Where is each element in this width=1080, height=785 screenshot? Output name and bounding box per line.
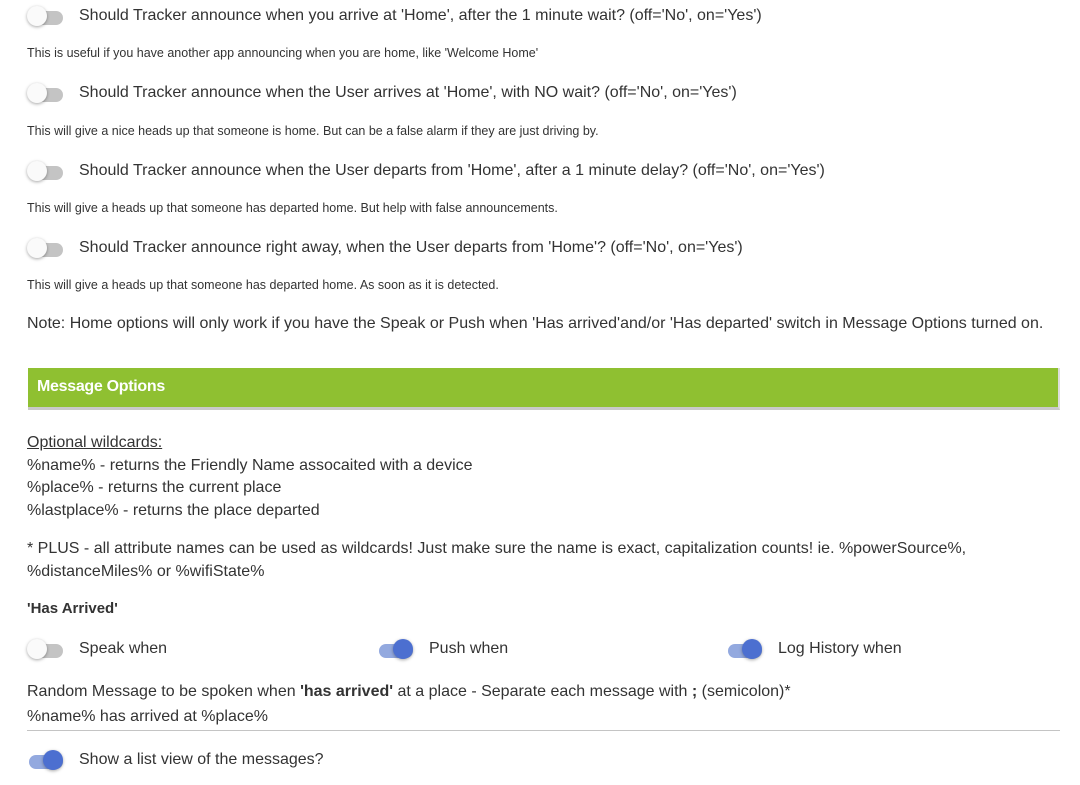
- arrive-after-wait-label: Should Tracker announce when you arrive at 'Home', after the 1 minute wait? (off='No', on='Yes'): [79, 7, 762, 24]
- switch-knob: [742, 639, 762, 659]
- depart-immediate-switch[interactable]: [27, 236, 63, 260]
- wildcards-block: [27, 432, 473, 522]
- switch-knob: [27, 83, 47, 103]
- arrive-after-wait-help: This is useful if you have another app announcing when you are home, like 'Welcome Home': [27, 46, 539, 60]
- switch-knob: [393, 639, 413, 659]
- speak-when-switch[interactable]: [27, 637, 63, 661]
- wildcards-heading: Optional wildcards:: [27, 434, 163, 451]
- switch-knob: [27, 161, 47, 181]
- push-when-row: [377, 637, 508, 661]
- random-msg-mid: at a place - Separate each message with: [393, 683, 692, 700]
- depart-delay-label: Should Tracker announce when the User departs from 'Home', after a 1 minute delay? (off='No', on='Yes'): [79, 162, 825, 179]
- log-history-switch[interactable]: [726, 637, 762, 661]
- arrive-no-wait-switch[interactable]: [27, 81, 63, 105]
- home-options-note: Note: Home options will only work if you have the Speak or Push when 'Has arrived'and/or 'Has departed' switch in Message Options turned on.: [27, 315, 1044, 332]
- arrive-no-wait-label: Should Tracker announce when the User arrives at 'Home', with NO wait? (off='No', on='Yes'): [79, 84, 737, 101]
- log-history-row: [726, 637, 902, 661]
- list-view-switch[interactable]: [27, 748, 63, 772]
- wildcard-lastplace: %lastplace% - returns the place departed: [27, 501, 320, 519]
- wildcards-plus-note: [27, 538, 966, 583]
- wildcard-place: %place% - returns the current place: [27, 479, 282, 496]
- switch-knob: [27, 639, 47, 659]
- depart-delay-help: This will give a heads up that someone has departed home. But help with false announcements.: [27, 201, 558, 215]
- random-message-label: [27, 683, 791, 701]
- random-message-input[interactable]: %name% has arrived at %place%: [27, 708, 269, 725]
- message-options-header[interactable]: [28, 368, 1060, 410]
- switch-knob: [43, 750, 63, 770]
- log-history-label: Log History when: [778, 640, 902, 657]
- depart-immediate-help: This will give a heads up that someone has departed home. As soon as it is detected.: [27, 278, 499, 292]
- wildcard-name: %name% - returns the Friendly Name assocaited with a device: [27, 456, 473, 474]
- switch-knob: [27, 6, 47, 26]
- depart-immediate-label: Should Tracker announce right away, when the User departs from 'Home'? (off='No', on='Yes'): [79, 239, 743, 256]
- section-title: Message Options: [37, 378, 165, 395]
- arrive-no-wait-help: This will give a nice heads up that someone is home. But can be a false alarm if they are just driving by.: [27, 124, 599, 138]
- depart-delay-switch[interactable]: [27, 159, 63, 183]
- has-arrived-heading: 'Has Arrived': [27, 600, 118, 617]
- random-msg-pre: Random Message to be spoken when: [27, 683, 301, 700]
- plus-line-2: %distanceMiles% or %wifiState%: [27, 562, 265, 580]
- home-option-arrive-no-wait: [27, 81, 737, 105]
- plus-line-1: * PLUS - all attribute names can be used as wildcards! Just make sure the name is exact, capitalization counts! ie. %powerSource%,: [27, 540, 967, 557]
- arrive-after-wait-switch[interactable]: [27, 4, 63, 28]
- home-option-arrive-after-wait: [27, 4, 762, 28]
- push-when-switch[interactable]: [377, 637, 413, 661]
- random-message-underline: [27, 730, 1060, 731]
- random-msg-bold: 'has arrived': [300, 683, 394, 700]
- random-msg-post: (semicolon)*: [697, 683, 791, 700]
- switch-knob: [27, 238, 47, 258]
- list-view-label: Show a list view of the messages?: [79, 751, 324, 768]
- home-option-depart-immediate: [27, 236, 743, 260]
- random-msg-semicolon: ;: [691, 683, 698, 700]
- push-when-label: Push when: [429, 640, 509, 657]
- speak-when-row: [27, 637, 167, 661]
- home-option-depart-delay: [27, 159, 825, 183]
- speak-when-label: Speak when: [79, 640, 168, 657]
- list-view-row: [27, 748, 324, 772]
